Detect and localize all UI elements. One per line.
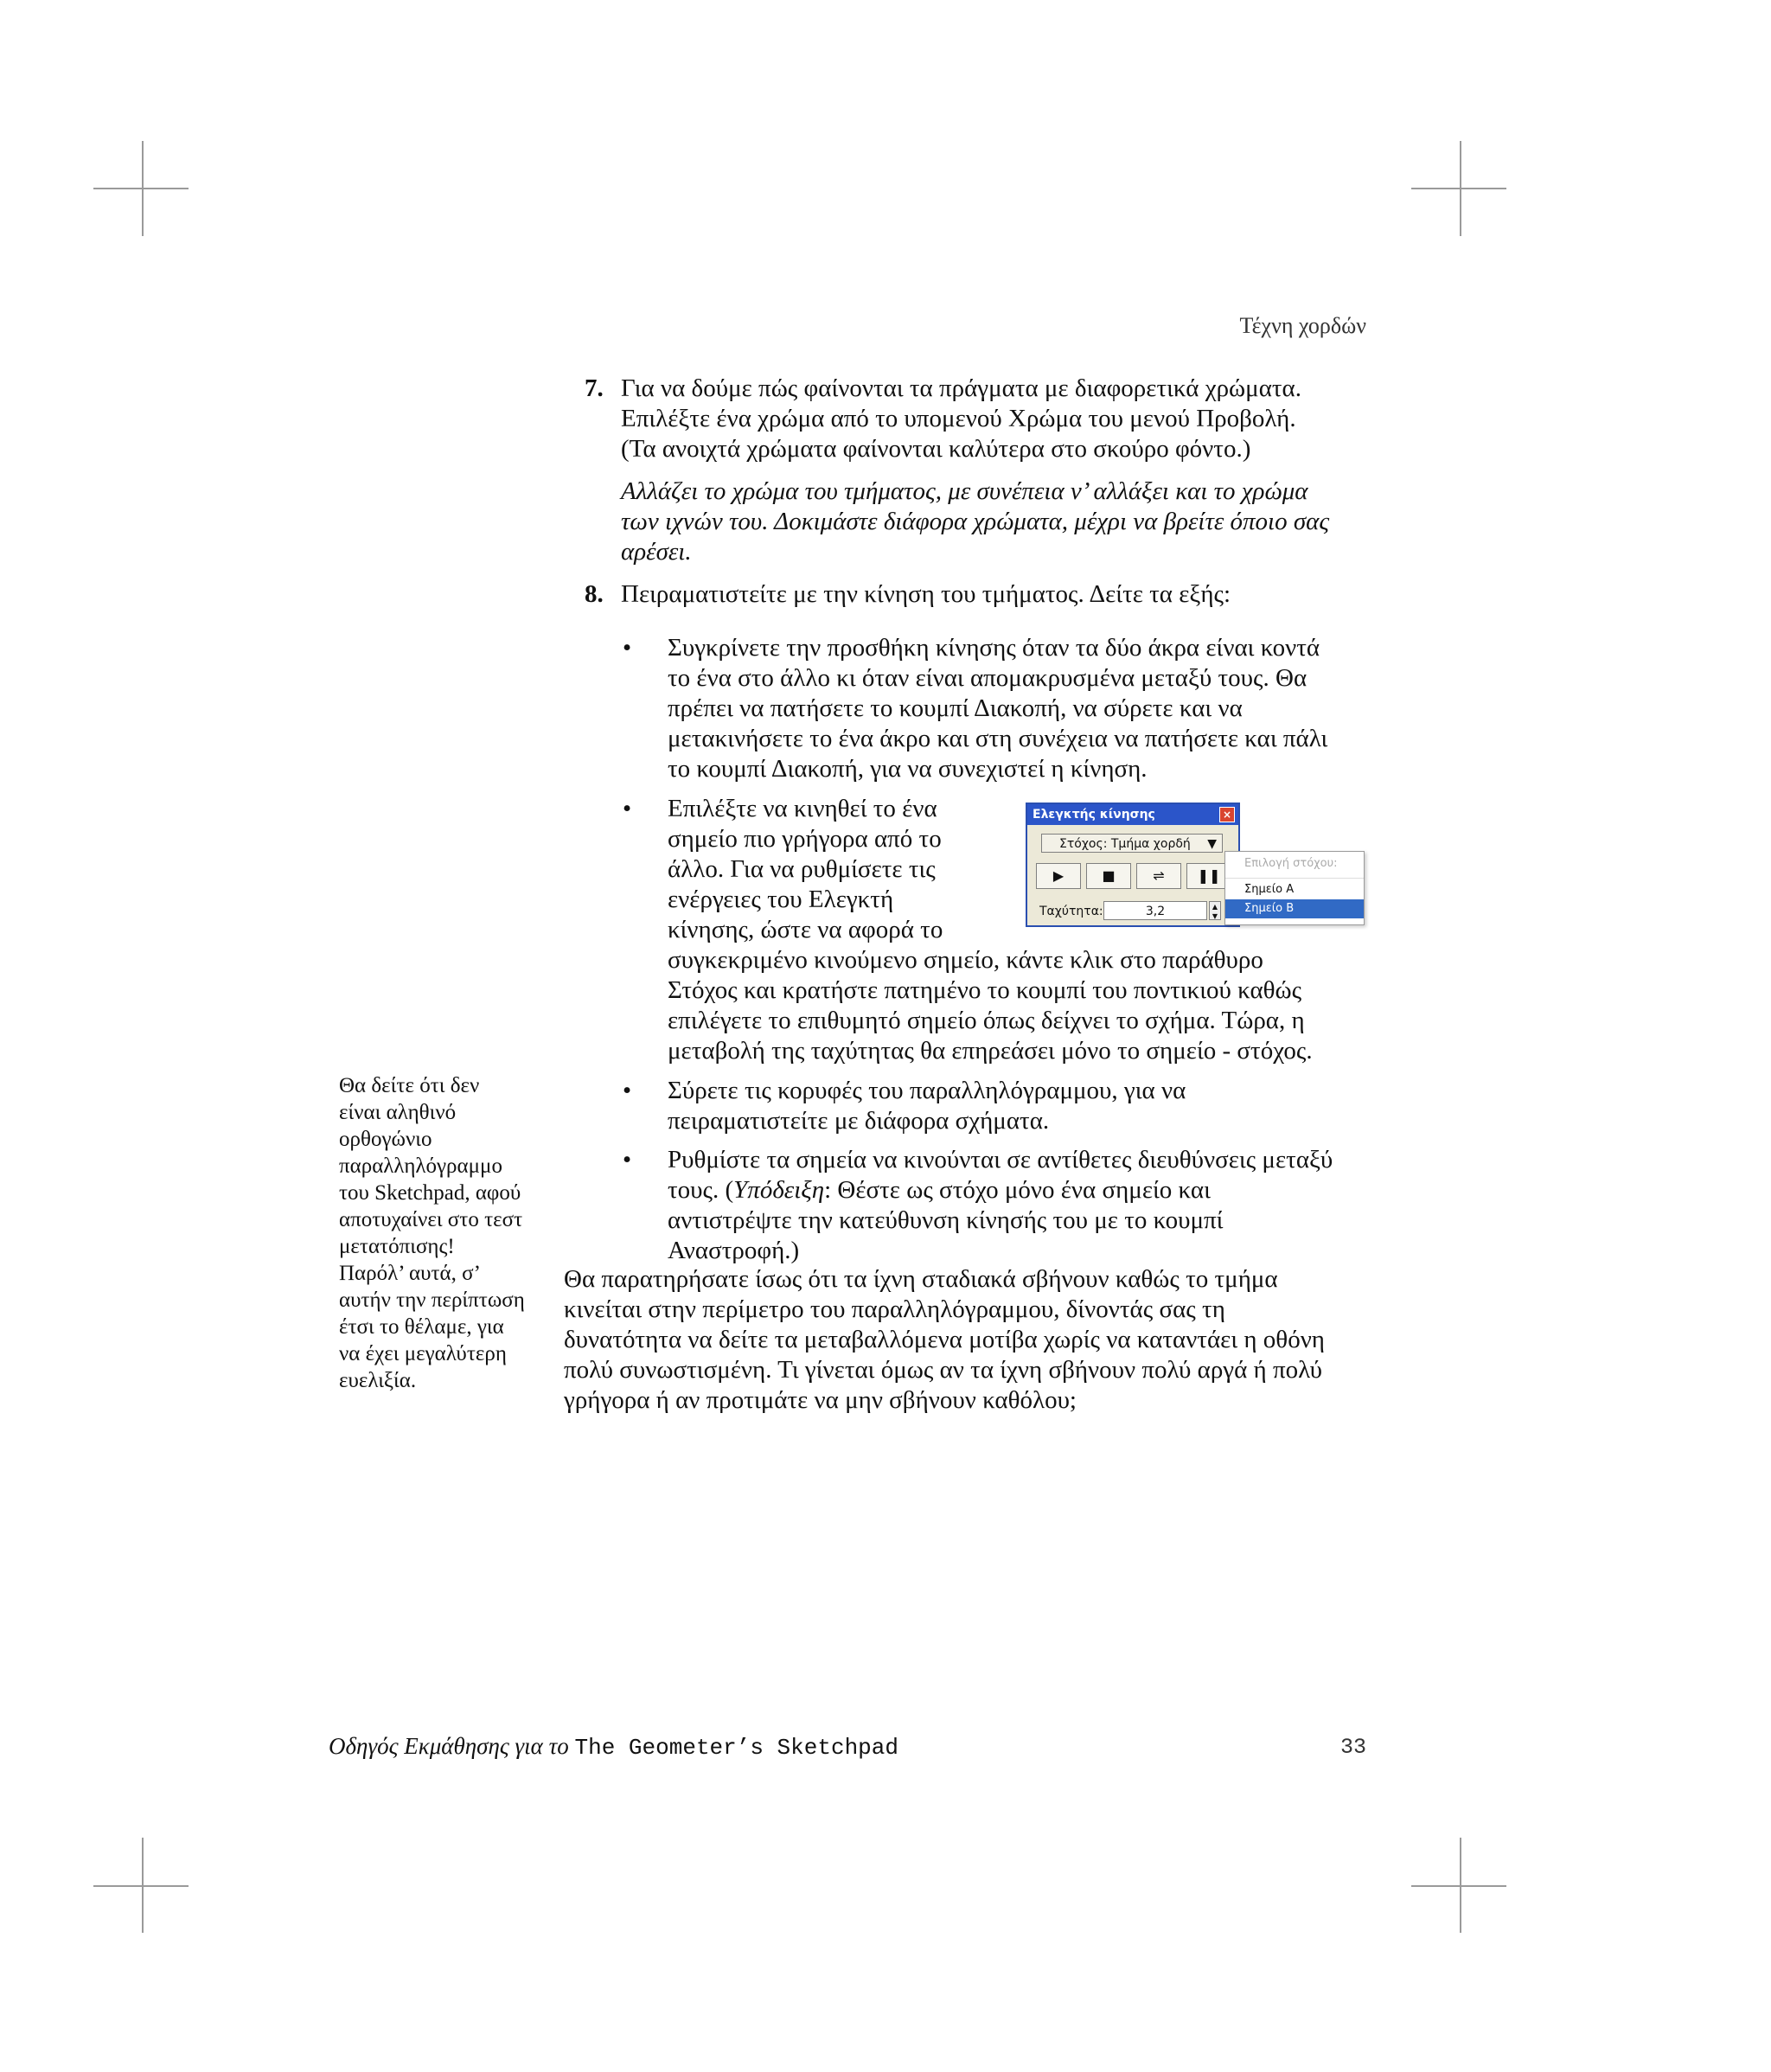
bullet-text-part: : Θέστε ως στόχο μόνο ένα σημείο και [824,1176,1211,1204]
chevron-down-icon: ▼ [1207,837,1217,851]
bullet-dot: • [623,1146,632,1173]
footer-title-text: Οδηγός Εκμάθησης για το [329,1733,575,1759]
bullet-text: πρέπει να πατήσετε το κουμπί Διακοπή, να σύρετε και να [668,694,1243,722]
close-icon[interactable]: × [1219,807,1235,822]
bullet-text: άλλο. Για να ρυθμίσετε τις [668,855,936,883]
bullet-text: επιλέγετε το επιθυμητό σημείο όπως δείχνει το σχήμα. Τώρα, η [668,1007,1305,1034]
crop-mark [142,141,144,236]
step-text: Πειραματιστείτε με την κίνηση του τμήματος. Δείτε τα εξής: [621,580,1231,608]
motion-buttons [1036,863,1231,889]
hint-label: Υπόδειξη [733,1176,825,1204]
margin-note-line: παραλληλόγραμμο [339,1154,502,1178]
margin-note-line: αυτήν την περίπτωση [339,1289,525,1312]
bullet-text: σημείο πιο γρήγορα από το [668,825,942,853]
pause-button[interactable]: ❚❚ [1186,863,1231,889]
paragraph-line: πολύ συνωστισμένη. Τι γίνεται όμως αν τα ίχνη σβήνουν πολύ αργά ή πολύ [564,1356,1323,1384]
step-text: (Τα ανοιχτά χρώματα φαίνονται καλύτερα στο σκούρο φόντο.) [621,435,1251,463]
paragraph-line: κινείται στην περίμετρο του παραλληλόγραμμου, δίνοντάς σας τη [564,1295,1225,1323]
dialog-title-bar [1027,804,1238,825]
margin-note-line: Παρόλ’ αυτά, σ’ [339,1262,481,1285]
step-result: των ιχνών του. Δοκιμάστε διάφορα χρώματα, μέχρι να βρείτε όποιο σας [621,508,1330,535]
bullet-text: Συγκρίνετε την προσθήκη κίνησης όταν τα δύο άκρα είναι κοντά [668,634,1320,662]
crop-mark [142,1838,144,1933]
page-number: 33 [1339,1735,1366,1760]
bullet-text: μετακινήσετε το ένα άκρο και στη συνέχεια να πατήσετε και πάλι [668,725,1328,752]
margin-note-line: ορθογώνιο [339,1128,432,1151]
crop-mark [93,1885,189,1887]
margin-note-line: ευελιξία. [339,1369,417,1392]
bullet-text: το ένα στο άλλο κι όταν είναι απομακρυσμένα μεταξύ τους. Θα [668,664,1307,692]
bullet-text [668,1175,1366,1205]
bullet-text: Στόχος και κρατήστε πατημένο το κουμπί του ποντικιού καθώς [668,976,1302,1004]
margin-note-line: Θα δείτε ότι δεν [339,1074,480,1097]
step-result: αρέσει. [621,538,692,566]
popup-header: Επιλογή στόχου: [1225,852,1364,879]
step-result: Αλλάζει το χρώμα του τμήματος, με συνέπεια ν’ αλλάξει και το χρώμα [621,477,1308,505]
bullet-text: Επιλέξτε να κινηθεί το ένα [668,795,937,822]
crop-mark [1460,1838,1461,1933]
stop-button[interactable]: ■ [1086,863,1131,889]
bullet-text: Σύρετε τις κορυφές του παραλληλόγραμμου, για να [668,1077,1186,1104]
bullet-text-part: τους. ( [668,1176,734,1204]
margin-note-line: αποτυχαίνει στο τεστ [339,1208,523,1231]
bullet-text: Ρυθμίστε τα σημεία να κινούνται σε αντίθετες διευθύνσεις μεταξύ [668,1146,1333,1173]
play-button[interactable]: ▶ [1036,863,1081,889]
menu-item-point-a[interactable]: Σημείο Α [1244,883,1295,896]
margin-note-line: είναι αληθινό [339,1101,457,1124]
bullet-text: ενέργειες του Ελεγκτή [668,886,894,913]
step-text: Επιλέξτε ένα χρώμα από το υπομενού Χρώμα του μενού Προβολή. [621,405,1296,432]
speed-label: Ταχύτητα: [1039,905,1103,918]
bullet-dot: • [623,1077,632,1104]
crop-mark [1460,141,1461,236]
target-label: Στόχος: Τμήμα χορδή [1059,837,1191,851]
dialog-title: Ελεγκτής κίνησης [1033,808,1155,822]
bullet-text: πειραματιστείτε με διάφορα σχήματα. [668,1107,1050,1135]
margin-note-line: του Sketchpad, αφού [339,1181,521,1205]
closing-paragraph [564,1264,1366,1416]
footer-title [329,1733,898,1761]
speed-input[interactable]: 3,2 [1103,901,1207,920]
bullet-dot: • [623,634,632,662]
paragraph-line: Θα παρατηρήσατε ίσως ότι τα ίχνη σταδιακά σβήνουν καθώς το τμήμα [564,1265,1278,1293]
target-dropdown[interactable] [1041,834,1223,853]
paragraph-line: γρήγορα ή αν προτιμάτε να μην σβήνουν καθόλου; [564,1386,1077,1414]
margin-note-line: να έχει μεγαλύτερη [339,1342,507,1365]
motion-controller-dialog [1026,803,1240,927]
bullet-text: το κουμπί Διακοπή, για να συνεχιστεί η κίνηση. [668,755,1148,783]
bullet-text: μεταβολή της ταχύτητας θα επηρεάσει μόνο το σημείο - στόχος. [668,1037,1313,1065]
bullet-text: κίνησης, ώστε να αφορά το [668,916,943,943]
step-number: 7. [585,374,604,402]
bullet-text: Αναστροφή.) [668,1237,800,1264]
paragraph-line: δυνατότητα να δείτε τα μεταβαλλόμενα μοτίβα χωρίς να καταντάει η οθόνη [564,1326,1325,1353]
step-text: Για να δούμε πώς φαίνονται τα πράγματα με διαφορετικά χρώματα. [621,374,1301,402]
crop-mark [1411,1885,1506,1887]
bullet-dot: • [623,795,632,822]
running-head: Τέχνη χορδών [1239,313,1366,338]
reverse-button[interactable]: ⇌ [1136,863,1181,889]
bullet-text: αντιστρέψτε την κατεύθυνση κίνησής του με το κουμπί [668,1206,1224,1234]
crop-mark [93,188,189,189]
step-number: 8. [585,580,604,608]
menu-item-point-b[interactable]: Σημείο Β [1225,899,1364,918]
crop-mark [1411,188,1506,189]
speed-spinner[interactable]: ▲ ▼ [1209,901,1221,920]
footer-product-name: The Geometer’s Sketchpad [574,1735,898,1761]
margin-note-line: έτσι το θέλαμε, για [339,1315,504,1339]
target-popup-menu [1224,851,1365,925]
margin-note [339,1072,547,1394]
bullet-text: συγκεκριμένο κινούμενο σημείο, κάντε κλικ στο παράθυρο [668,946,1263,974]
margin-note-line: μετατόπισης! [339,1235,455,1258]
